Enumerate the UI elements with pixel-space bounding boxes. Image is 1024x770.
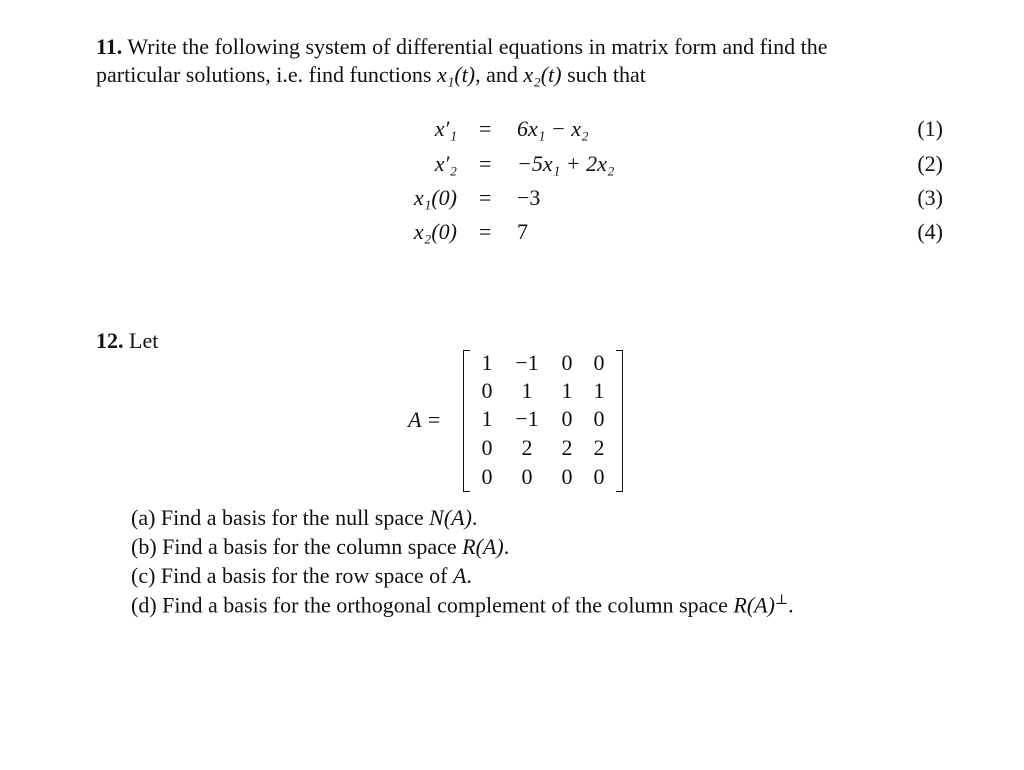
matrix-cell: 0 <box>481 435 493 460</box>
equation-number: (4) <box>917 219 943 244</box>
part-tag: (c) <box>131 563 156 588</box>
math-x1t: x₁(t) <box>436 62 476 87</box>
equals-sign: = <box>479 116 492 141</box>
matrix-cell: 0 <box>593 464 605 489</box>
equals-sign: = <box>479 151 492 176</box>
part-text: Find a basis for the column space <box>162 534 463 559</box>
matrix-cell: 0 <box>593 350 605 375</box>
part-text: Find a basis for the null space <box>160 505 430 530</box>
problem-12-intro <box>96 330 158 352</box>
part-math: A <box>452 563 467 588</box>
punctuation: . <box>471 505 478 530</box>
problem-text: such that <box>561 62 646 87</box>
matrix-cell: 0 <box>561 464 573 489</box>
matrix-cell: 1 <box>561 378 573 403</box>
matrix-cell: 0 <box>561 406 573 431</box>
part-tag: (b) <box>131 534 157 559</box>
equation-lhs: x′₂ <box>434 151 457 176</box>
matrix-cell: 0 <box>561 350 573 375</box>
part-tag: (d) <box>131 592 157 618</box>
problem-text: Let <box>129 328 159 353</box>
equation-rhs: 7 <box>517 219 528 244</box>
matrix-cell: 2 <box>521 435 533 460</box>
matrix-cell: 1 <box>481 406 493 431</box>
problem-number: 11. <box>96 34 123 59</box>
perp-superscript: ⊥ <box>774 593 789 608</box>
equation-number: (2) <box>917 151 943 176</box>
punctuation: . <box>788 592 794 618</box>
matrix-cell: 0 <box>481 378 493 403</box>
part-text: Find a basis for the row space of <box>160 563 453 588</box>
matrix-cell: −1 <box>515 350 539 375</box>
matrix-cell: 1 <box>593 378 605 403</box>
equation-lhs: x₁(0) <box>413 185 457 210</box>
equals-sign: = <box>479 219 492 244</box>
punctuation: . <box>466 563 472 588</box>
math-x2t: x₂(t) <box>523 62 562 87</box>
problem-11-line1 <box>96 36 828 58</box>
matrix-cell: 2 <box>561 435 573 460</box>
problem-text: Write the following system of differential equations in matrix form and find the <box>127 34 828 59</box>
equation-rhs: −5x₁ + 2x₂ <box>517 151 615 176</box>
matrix-cell: −1 <box>515 406 539 431</box>
equation-number: (3) <box>917 185 943 210</box>
matrix-cell: 1 <box>481 350 493 375</box>
equation-lhs: x′₁ <box>434 116 457 141</box>
matrix-label: A = <box>408 407 442 432</box>
part-math: N(A) <box>429 505 472 530</box>
part-tag: (a) <box>131 505 156 530</box>
left-bracket <box>463 350 470 492</box>
equation-lhs: x₂(0) <box>413 219 457 244</box>
equation-number: (1) <box>917 116 943 141</box>
matrix-cell: 0 <box>521 464 533 489</box>
matrix-cell: 0 <box>481 464 493 489</box>
problem-11-line2 <box>96 64 646 86</box>
matrix-cell: 0 <box>593 406 605 431</box>
part-a <box>131 507 477 529</box>
matrix-cell: 1 <box>521 378 533 403</box>
problem-text: , and <box>475 62 524 87</box>
matrix-cell: 2 <box>593 435 605 460</box>
part-c <box>131 565 472 587</box>
part-text: Find a basis for the orthogonal complement of the column space <box>162 592 734 618</box>
equation-rhs: 6x₁ − x₂ <box>517 116 589 141</box>
right-bracket <box>616 350 623 492</box>
problem-number: 12. <box>96 328 124 353</box>
part-math: R(A) <box>733 592 775 618</box>
part-d <box>131 594 794 616</box>
problem-text: particular solutions, i.e. find functions <box>96 62 437 87</box>
part-math: R(A) <box>462 534 504 559</box>
equals-sign: = <box>479 185 492 210</box>
part-b <box>131 536 509 558</box>
equation-rhs: −3 <box>517 185 541 210</box>
punctuation: . <box>503 534 510 559</box>
